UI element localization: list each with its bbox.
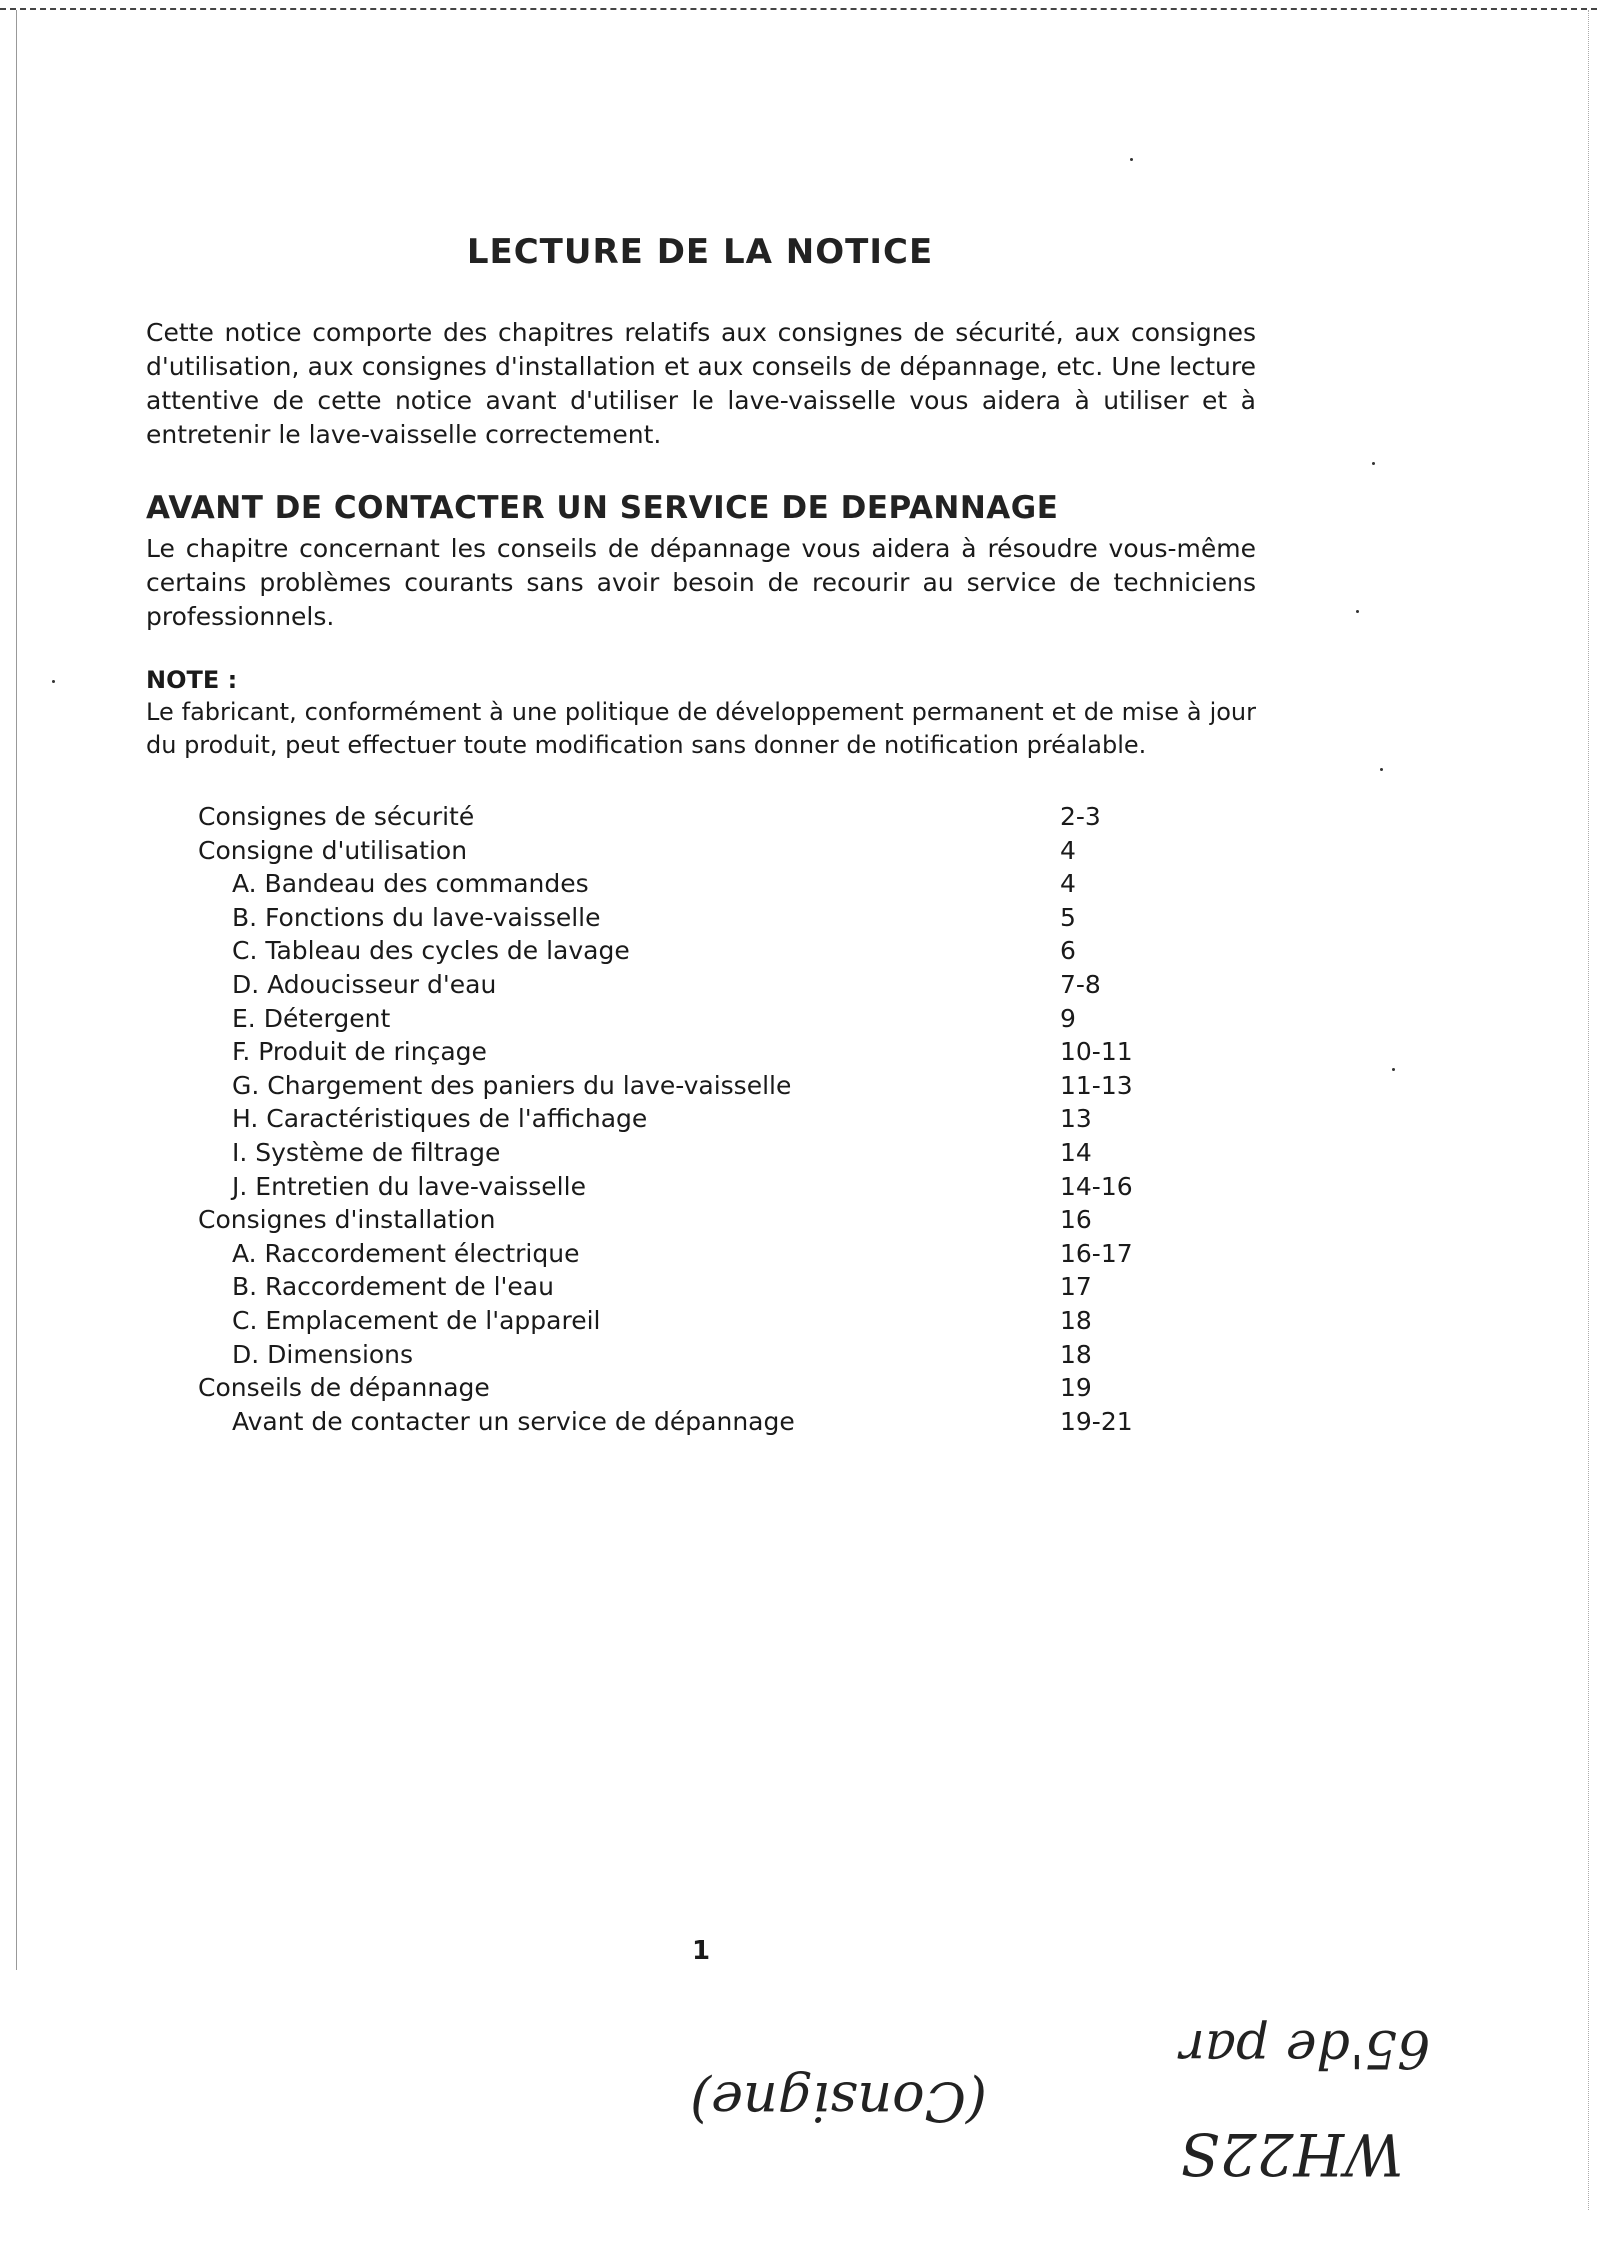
toc-entry-label: D. Dimensions [232, 1339, 414, 1369]
toc-entry-page: 7-8 [1060, 969, 1101, 999]
toc-entry-page: 4 [1060, 869, 1076, 899]
toc-entry [198, 1338, 1158, 1372]
toc-entry [198, 968, 1158, 1002]
toc-entry [198, 1304, 1158, 1338]
scan-speck [1130, 158, 1133, 161]
toc-entry [198, 1002, 1158, 1036]
toc-entry-page: 14 [1060, 1137, 1092, 1167]
toc-entry-label: G. Chargement des paniers du lave-vaisselle [232, 1070, 792, 1100]
scan-border-right [1588, 10, 1589, 2210]
scan-speck [1392, 1068, 1395, 1071]
toc-entry [198, 867, 1158, 901]
toc-entry-page: 6 [1060, 936, 1076, 966]
toc-entry-page: 11-13 [1060, 1070, 1133, 1100]
toc-entry-label: Conseils de dépannage [198, 1373, 490, 1403]
toc-entry-label: J. Entretien du lave-vaisselle [232, 1171, 586, 1201]
toc-entry-label: E. Détergent [232, 1003, 391, 1033]
toc-entry-page: 2-3 [1060, 802, 1101, 831]
toc-entry [198, 1405, 1158, 1439]
note-paragraph: Le fabricant, conformément à une politique de développement permanent et de mise à jour du produit, peut effectuer toute modification sans donner de notification préalable. [146, 698, 1256, 759]
toc-entry [198, 1102, 1158, 1136]
toc-entry-label: D. Adoucisseur d'eau [232, 969, 497, 999]
toc-entry-label: I. Système de filtrage [232, 1137, 501, 1167]
toc-entry-page: 16-17 [1060, 1238, 1133, 1268]
scan-speck [52, 680, 55, 683]
toc-entry-label: H. Caractéristiques de l'affichage [232, 1104, 648, 1134]
table-of-contents [198, 800, 1158, 1438]
scan-speck [1372, 462, 1375, 465]
toc-entry [198, 1136, 1158, 1170]
handwritten-model-number: WH22S [1180, 2120, 1404, 2188]
handwritten-annotation: (Consigne) [690, 2070, 988, 2133]
page-number: 1 [692, 1936, 711, 1966]
toc-entry-label: Avant de contacter un service de dépannage [232, 1406, 795, 1436]
toc-entry-page: 10-11 [1060, 1037, 1133, 1067]
depannage-heading: AVANT DE CONTACTER UN SERVICE DE DEPANNAGE [146, 490, 1059, 526]
toc-entry [198, 800, 1158, 834]
toc-entry [198, 934, 1158, 968]
toc-entry [198, 1170, 1158, 1204]
toc-entry [198, 1371, 1158, 1405]
toc-entry [198, 834, 1158, 868]
toc-entry [198, 1035, 1158, 1069]
scan-speck [1356, 610, 1359, 613]
toc-entry-page: 4 [1060, 835, 1076, 865]
toc-entry [198, 1237, 1158, 1271]
scan-border-top [0, 8, 1597, 10]
toc-entry [198, 901, 1158, 935]
handwritten-annotation: 65'de par [1180, 2018, 1431, 2078]
page-title: LECTURE DE LA NOTICE [466, 232, 934, 272]
toc-entry-page: 17 [1060, 1272, 1092, 1302]
toc-entry-page: 16 [1060, 1205, 1092, 1235]
toc-entry-label: B. Fonctions du lave-vaisselle [232, 902, 601, 932]
toc-entry-page: 13 [1060, 1104, 1092, 1134]
toc-entry-label: C. Emplacement de l'appareil [232, 1305, 601, 1335]
toc-entry-page: 18 [1060, 1339, 1092, 1369]
toc-entry-page: 19 [1060, 1373, 1092, 1403]
scan-border-left [16, 10, 17, 1970]
scan-speck [1380, 768, 1383, 771]
toc-entry-label: A. Bandeau des commandes [232, 869, 589, 899]
intro-paragraph: Cette notice comporte des chapitres relatifs aux consignes de sécurité, aux consignes d'utilisation, aux consignes d'installation et aux conseils de dépannage, etc. Une lecture attentive de cette notice avant d'utiliser le lave-vaisselle vous aidera à utiliser et à entretenir le lave-vaisselle correctement. [146, 318, 1256, 449]
toc-entry-label: F. Produit de rinçage [232, 1037, 487, 1067]
toc-entry-page: 5 [1060, 902, 1076, 932]
toc-entry-page: 19-21 [1060, 1406, 1133, 1436]
toc-entry-label: Consigne d'utilisation [198, 835, 468, 865]
toc-entry [198, 1069, 1158, 1103]
toc-entry-label: C. Tableau des cycles de lavage [232, 936, 630, 966]
toc-entry-label: Consignes d'installation [198, 1205, 496, 1235]
toc-entry-page: 14-16 [1060, 1171, 1133, 1201]
toc-entry [198, 1203, 1158, 1237]
toc-entry-label: B. Raccordement de l'eau [232, 1272, 554, 1302]
depannage-paragraph: Le chapitre concernant les conseils de dépannage vous aidera à résoudre vous-même certains problèmes courants sans avoir besoin de recourir au service de techniciens professionnels. [146, 534, 1256, 631]
toc-entry-label: Consignes de sécurité [198, 802, 475, 831]
toc-entry-page: 18 [1060, 1305, 1092, 1335]
toc-entry-page: 9 [1060, 1003, 1076, 1033]
toc-entry-label: A. Raccordement électrique [232, 1238, 580, 1268]
toc-entry [198, 1270, 1158, 1304]
note-label: NOTE : [146, 666, 238, 694]
